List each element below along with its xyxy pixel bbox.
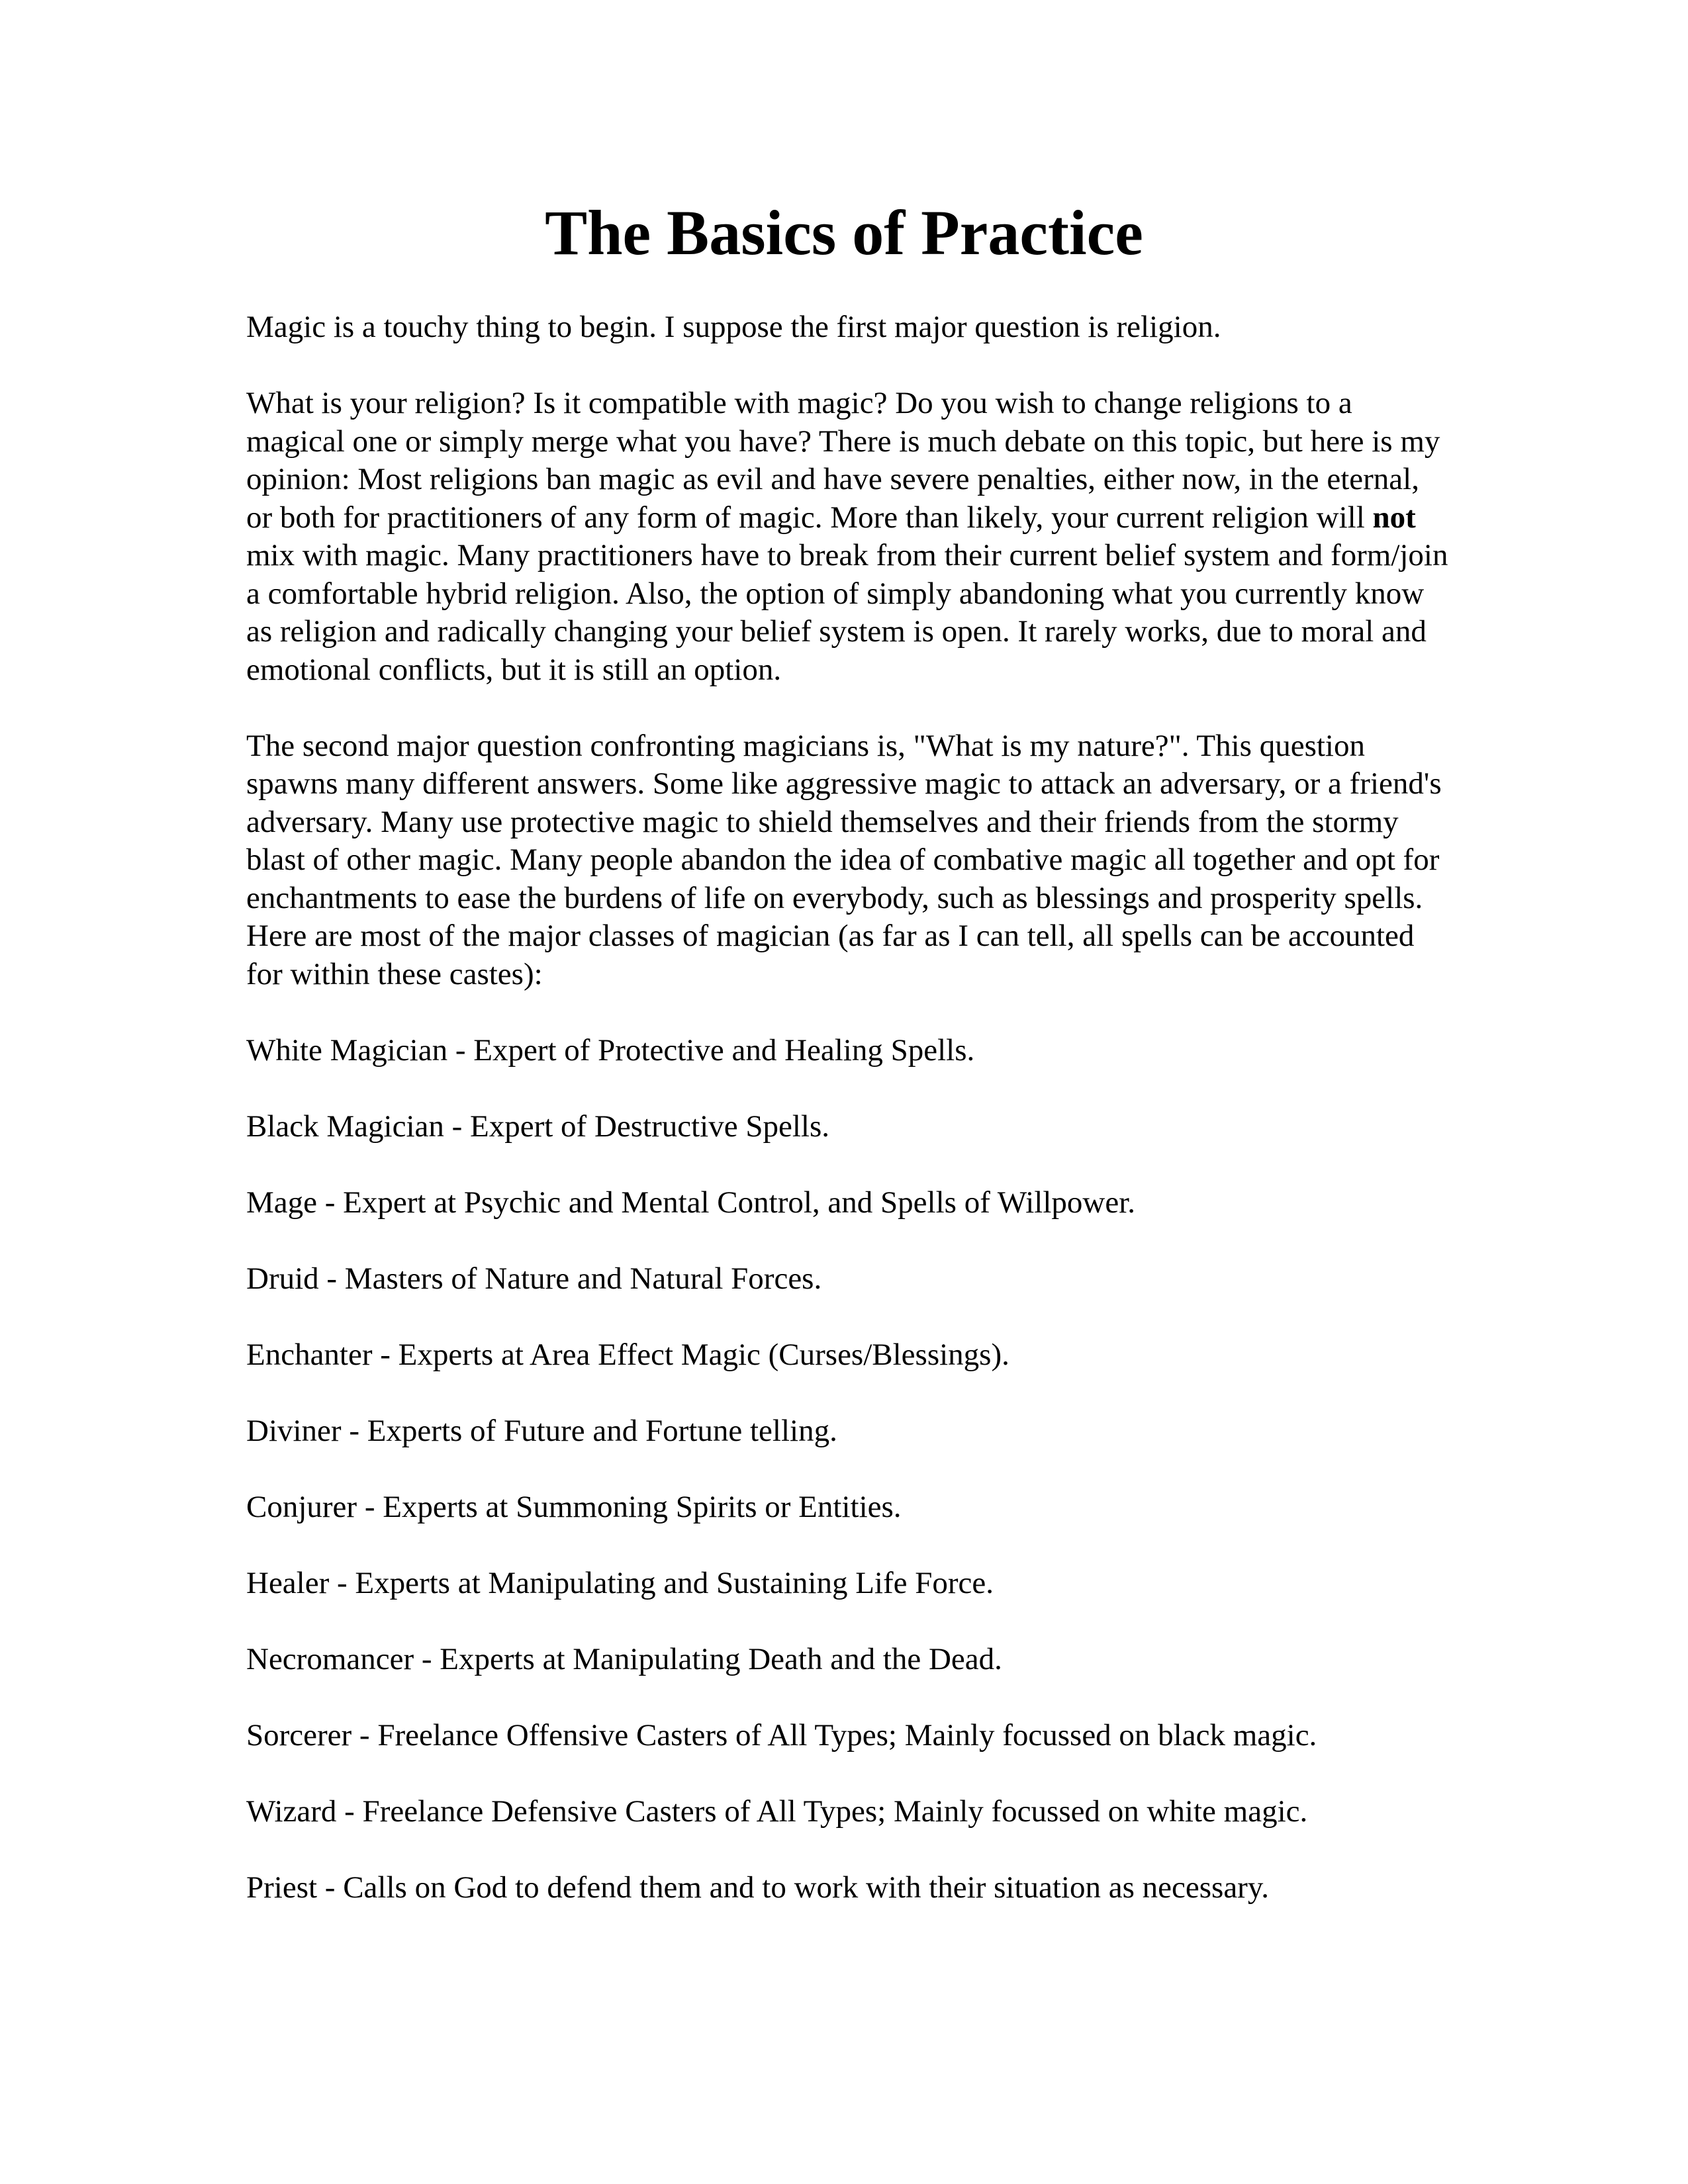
list-item-druid: Druid - Masters of Nature and Natural Forces.: [246, 1261, 822, 1296]
document-body: [246, 308, 1451, 1945]
magician-class-list: [246, 1032, 1451, 1907]
paragraph-intro: Magic is a touchy thing to begin. I suppose the first major question is religion.: [246, 310, 1221, 344]
page-title: The Basics of Practice: [545, 197, 1143, 268]
list-item-enchanter: Enchanter - Experts at Area Effect Magic (Curses/Blessings).: [246, 1337, 1009, 1372]
paragraph-religion-bold: not: [1372, 500, 1416, 535]
list-item-priest: Priest - Calls on God to defend them and to work with their situation as necessary.: [246, 1870, 1270, 1905]
list-item-diviner: Diviner - Experts of Future and Fortune telling.: [246, 1413, 837, 1448]
list-item-necromancer: Necromancer - Experts at Manipulating Death and the Dead.: [246, 1641, 1002, 1676]
list-item-white-magician: White Magician - Expert of Protective and Healing Spells.: [246, 1032, 975, 1068]
paragraph-religion-text-2: mix with magic. Many practitioners have to break from their current belief system and form/join a comfortable hybrid religion. Also, the option of simply abandoning what you currently know as religion and radically changing your belief system is open. It rarely works, due to moral and emotional conflicts, but it is still an option.: [246, 538, 1448, 687]
list-item-wizard: Wizard - Freelance Defensive Casters of All Types; Mainly focussed on white magic.: [246, 1794, 1308, 1829]
list-item-sorcerer: Sorcerer - Freelance Offensive Casters of All Types; Mainly focussed on black magic.: [246, 1717, 1317, 1752]
list-item-conjurer: Conjurer - Experts at Summoning Spirits or Entities.: [246, 1489, 902, 1524]
paragraph-religion: [246, 385, 1451, 689]
paragraph-nature: The second major question confronting magicians is, "What is my nature?". This question spawns many different answers. Some like aggressive magic to attack an adversary, or a friend's adversary. Many use protective magic to shield themselves and their friends from the stormy blast of other magic. Many people abandon the idea of combative magic all together and opt for enchantments to ease the burdens of life on everybody, such as blessings and prosperity spells. Here are most of the major classes of magician (as far as I can tell, all spells can be accounted for within these castes):: [246, 728, 1442, 991]
list-item-healer: Healer - Experts at Manipulating and Sustaining Life Force.: [246, 1565, 994, 1600]
list-item-black-magician: Black Magician - Expert of Destructive Spells.: [246, 1109, 829, 1144]
paragraph-religion-text-1: What is your religion? Is it compatible with magic? Do you wish to change religions to a magical one or simply merge what you have? There is much debate on this topic, but here is my opinion: Most religions ban magic as evil and have severe penalties, either now, in the eternal, or both for practitioners of any form of magic. More than likely, your current religion will: [246, 386, 1440, 535]
list-item-mage: Mage - Expert at Psychic and Mental Control, and Spells of Willpower.: [246, 1185, 1136, 1220]
